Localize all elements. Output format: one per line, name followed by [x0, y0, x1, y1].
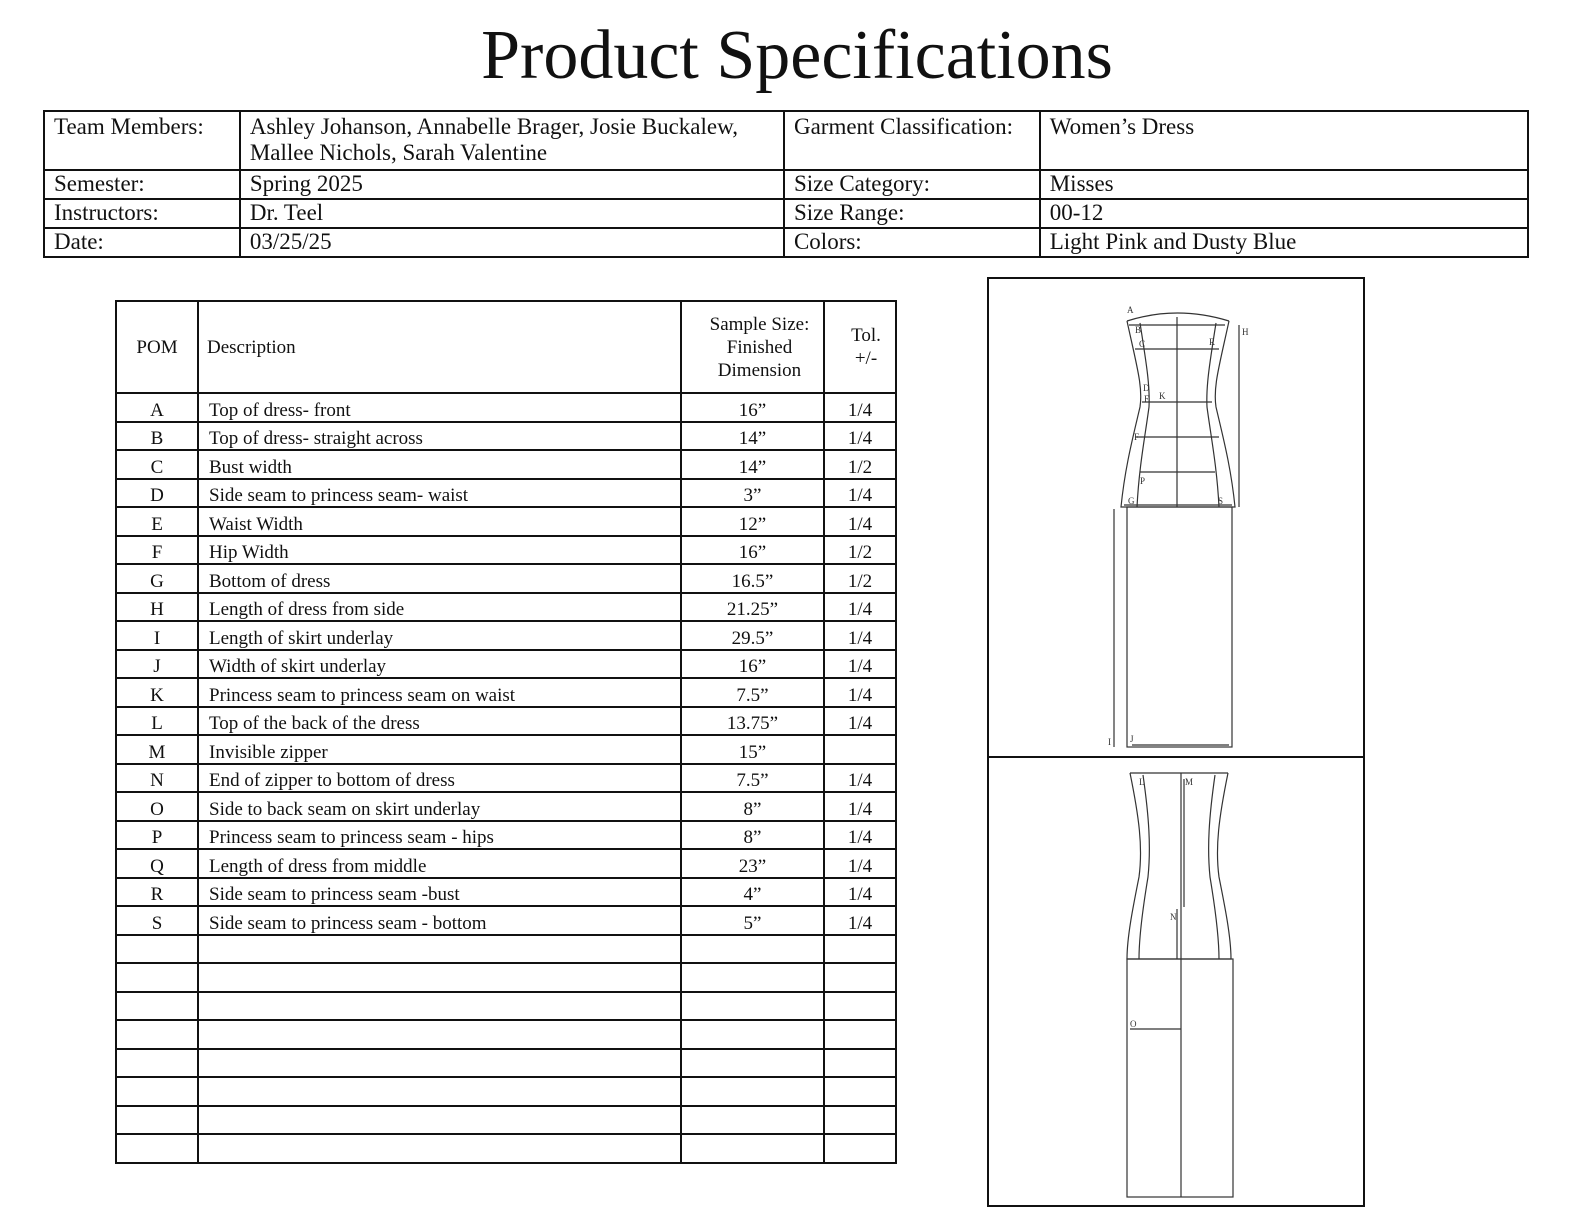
- label-r: R: [1209, 337, 1216, 347]
- pom-cell: L: [116, 707, 198, 736]
- garment-classification-value: Women’s Dress: [1040, 111, 1528, 170]
- empty-sample-size-cell: [681, 1106, 824, 1135]
- colors-value: Light Pink and Dusty Blue: [1040, 228, 1528, 257]
- empty-table-row: [116, 1020, 896, 1049]
- tolerance-cell: 1/4: [824, 393, 896, 422]
- page-title: Product Specifications: [481, 17, 1113, 94]
- tolerance-cell: 1/2: [824, 536, 896, 565]
- empty-pom-cell: [116, 1020, 198, 1049]
- description-cell: Width of skirt underlay: [198, 650, 681, 679]
- sample-size-header-line-1: Sample Size:: [709, 313, 810, 335]
- empty-description-cell: [198, 992, 681, 1021]
- table-row: [116, 707, 896, 736]
- size-category-label: Size Category:: [784, 170, 1040, 199]
- dress-flat-svg: [987, 277, 1365, 1207]
- label-h: H: [1242, 327, 1249, 337]
- table-row: [116, 906, 896, 935]
- label-f: F: [1134, 432, 1140, 442]
- tolerance-cell: [824, 735, 896, 764]
- sample-size-cell: 7.5”: [681, 678, 824, 707]
- description-cell: Length of dress from middle: [198, 849, 681, 878]
- pom-header: POM: [116, 301, 198, 393]
- description-cell: Length of skirt underlay: [198, 621, 681, 650]
- sample-size-cell: 21.25”: [681, 593, 824, 622]
- back-view: [1127, 773, 1233, 1197]
- empty-description-cell: [198, 1106, 681, 1135]
- size-category-value: Misses: [1040, 170, 1528, 199]
- empty-table-row: [116, 1106, 896, 1135]
- empty-table-row: [116, 1077, 896, 1106]
- sample-size-cell: 14”: [681, 450, 824, 479]
- label-g: G: [1128, 496, 1135, 506]
- front-view: [1114, 313, 1239, 747]
- sample-size-cell: 12”: [681, 507, 824, 536]
- empty-tolerance-cell: [824, 1020, 896, 1049]
- table-row: [116, 450, 896, 479]
- sample-size-cell: 3”: [681, 479, 824, 508]
- front-labels: [1108, 305, 1249, 747]
- sample-size-cell: 5”: [681, 906, 824, 935]
- tolerance-cell: 1/2: [824, 450, 896, 479]
- table-row: [116, 593, 896, 622]
- sample-size-cell: 4”: [681, 878, 824, 907]
- pom-header-row: [116, 301, 896, 393]
- table-row: [116, 678, 896, 707]
- tolerance-cell: 1/4: [824, 792, 896, 821]
- description-cell: Bust width: [198, 450, 681, 479]
- sample-size-cell: 16.5”: [681, 564, 824, 593]
- tolerance-cell: 1/4: [824, 707, 896, 736]
- label-e: E: [1144, 394, 1150, 404]
- empty-description-cell: [198, 935, 681, 964]
- description-cell: Hip Width: [198, 536, 681, 565]
- label-n: N: [1170, 912, 1177, 922]
- empty-pom-cell: [116, 963, 198, 992]
- team-members-label: Team Members:: [44, 111, 240, 170]
- empty-pom-cell: [116, 1106, 198, 1135]
- description-cell: Waist Width: [198, 507, 681, 536]
- pom-cell: I: [116, 621, 198, 650]
- empty-table-row: [116, 963, 896, 992]
- empty-sample-size-cell: [681, 935, 824, 964]
- size-range-label: Size Range:: [784, 199, 1040, 228]
- label-o: O: [1130, 1019, 1137, 1029]
- sample-size-cell: 8”: [681, 792, 824, 821]
- sketch-frame: [988, 278, 1364, 1206]
- tolerance-cell: 1/4: [824, 906, 896, 935]
- table-row: [116, 507, 896, 536]
- pom-cell: A: [116, 393, 198, 422]
- tolerance-cell: 1/4: [824, 821, 896, 850]
- sample-size-header: [681, 301, 824, 393]
- front-princess-seam-right: [1207, 323, 1219, 507]
- sample-size-cell: 16”: [681, 650, 824, 679]
- sample-size-cell: 29.5”: [681, 621, 824, 650]
- empty-table-row: [116, 935, 896, 964]
- table-row: [116, 564, 896, 593]
- info-row-instructors: [44, 199, 1528, 228]
- description-cell: Invisible zipper: [198, 735, 681, 764]
- empty-description-cell: [198, 1077, 681, 1106]
- pom-cell: H: [116, 593, 198, 622]
- pom-cell: G: [116, 564, 198, 593]
- empty-pom-cell: [116, 1134, 198, 1163]
- back-skirt-outline: [1127, 959, 1233, 1197]
- label-a: A: [1127, 305, 1134, 315]
- pom-cell: R: [116, 878, 198, 907]
- pom-cell: O: [116, 792, 198, 821]
- front-neckline: [1127, 313, 1229, 321]
- sample-size-header-line-3: Dimension: [717, 359, 802, 381]
- empty-sample-size-cell: [681, 1077, 824, 1106]
- table-row: [116, 821, 896, 850]
- sample-size-cell: 7.5”: [681, 764, 824, 793]
- empty-tolerance-cell: [824, 1134, 896, 1163]
- tolerance-cell: 1/4: [824, 878, 896, 907]
- empty-pom-cell: [116, 992, 198, 1021]
- empty-tolerance-cell: [824, 1077, 896, 1106]
- label-l: L: [1139, 777, 1145, 787]
- label-p: P: [1140, 476, 1146, 486]
- empty-tolerance-cell: [824, 963, 896, 992]
- pom-table: [115, 300, 897, 1164]
- instructors-value: Dr. Teel: [240, 199, 784, 228]
- date-label: Date:: [44, 228, 240, 257]
- table-row: [116, 849, 896, 878]
- empty-tolerance-cell: [824, 1106, 896, 1135]
- label-b: B: [1135, 325, 1142, 335]
- empty-pom-cell: [116, 935, 198, 964]
- description-header: Description: [198, 301, 681, 393]
- tolerance-cell: 1/4: [824, 621, 896, 650]
- table-row: [116, 422, 896, 451]
- tolerance-cell: 1/4: [824, 849, 896, 878]
- tolerance-cell: 1/4: [824, 479, 896, 508]
- pom-cell: M: [116, 735, 198, 764]
- table-row: [116, 735, 896, 764]
- description-cell: Princess seam to princess seam - hips: [198, 821, 681, 850]
- label-k: K: [1159, 391, 1166, 401]
- table-row: [116, 650, 896, 679]
- empty-description-cell: [198, 1049, 681, 1078]
- empty-description-cell: [198, 963, 681, 992]
- garment-classification-label: Garment Classification:: [784, 111, 1040, 170]
- sample-size-cell: 13.75”: [681, 707, 824, 736]
- sample-size-cell: 15”: [681, 735, 824, 764]
- description-cell: Princess seam to princess seam on waist: [198, 678, 681, 707]
- empty-table-row: [116, 1134, 896, 1163]
- sample-size-cell: 23”: [681, 849, 824, 878]
- info-row-team: [44, 111, 1528, 170]
- sample-size-cell: 8”: [681, 821, 824, 850]
- sample-size-cell: 16”: [681, 393, 824, 422]
- table-row: [116, 536, 896, 565]
- garment-info-table: [43, 110, 1529, 258]
- tolerance-header-line-2: +/-: [854, 348, 878, 369]
- label-m: M: [1185, 777, 1194, 787]
- tolerance-header-line-1: Tol.: [851, 325, 881, 346]
- table-row: [116, 878, 896, 907]
- description-cell: Length of dress from side: [198, 593, 681, 622]
- colors-label: Colors:: [784, 228, 1040, 257]
- empty-sample-size-cell: [681, 1134, 824, 1163]
- description-cell: Side seam to princess seam - bottom: [198, 906, 681, 935]
- pom-table-body: [116, 393, 896, 1163]
- semester-label: Semester:: [44, 170, 240, 199]
- pom-cell: S: [116, 906, 198, 935]
- description-cell: Top of dress- front: [198, 393, 681, 422]
- description-cell: Bottom of dress: [198, 564, 681, 593]
- description-cell: Side to back seam on skirt underlay: [198, 792, 681, 821]
- empty-description-cell: [198, 1020, 681, 1049]
- description-cell: Top of the back of the dress: [198, 707, 681, 736]
- table-row: [116, 792, 896, 821]
- description-cell: Side seam to princess seam- waist: [198, 479, 681, 508]
- tolerance-cell: 1/2: [824, 564, 896, 593]
- team-members-value: Ashley Johanson, Annabelle Brager, Josie Buckalew, Mallee Nichols, Sarah Valentine: [240, 111, 784, 170]
- table-row: [116, 479, 896, 508]
- pom-cell: C: [116, 450, 198, 479]
- table-row: [116, 764, 896, 793]
- tolerance-cell: 1/4: [824, 507, 896, 536]
- label-c: C: [1139, 339, 1146, 349]
- empty-sample-size-cell: [681, 992, 824, 1021]
- empty-tolerance-cell: [824, 935, 896, 964]
- empty-pom-cell: [116, 1049, 198, 1078]
- label-s: S: [1218, 496, 1224, 506]
- instructors-label: Instructors:: [44, 199, 240, 228]
- tolerance-header: [824, 301, 896, 393]
- skirt-underlay-outline: [1127, 507, 1232, 747]
- back-bodice-outline: [1127, 773, 1231, 959]
- pom-cell: B: [116, 422, 198, 451]
- empty-sample-size-cell: [681, 963, 824, 992]
- description-cell: Top of dress- straight across: [198, 422, 681, 451]
- info-row-date: [44, 228, 1528, 257]
- empty-table-row: [116, 1049, 896, 1078]
- technical-flat-sketch: [987, 277, 1365, 1207]
- sample-size-cell: 16”: [681, 536, 824, 565]
- pom-cell: P: [116, 821, 198, 850]
- date-value: 03/25/25: [240, 228, 784, 257]
- pom-cell: F: [116, 536, 198, 565]
- sample-size-header-line-2: Finished: [726, 336, 793, 358]
- pom-cell: N: [116, 764, 198, 793]
- size-range-value: 00-12: [1040, 199, 1528, 228]
- pom-cell: E: [116, 507, 198, 536]
- tolerance-cell: 1/4: [824, 678, 896, 707]
- label-j: J: [1130, 734, 1134, 744]
- label-i: I: [1108, 737, 1111, 747]
- empty-description-cell: [198, 1134, 681, 1163]
- pom-cell: K: [116, 678, 198, 707]
- empty-sample-size-cell: [681, 1020, 824, 1049]
- description-cell: Side seam to princess seam -bust: [198, 878, 681, 907]
- semester-value: Spring 2025: [240, 170, 784, 199]
- tolerance-cell: 1/4: [824, 422, 896, 451]
- description-cell: End of zipper to bottom of dress: [198, 764, 681, 793]
- label-d: D: [1143, 383, 1150, 393]
- tolerance-cell: 1/4: [824, 593, 896, 622]
- tolerance-cell: 1/4: [824, 764, 896, 793]
- pom-cell: Q: [116, 849, 198, 878]
- empty-pom-cell: [116, 1077, 198, 1106]
- sample-size-cell: 14”: [681, 422, 824, 451]
- tolerance-cell: 1/4: [824, 650, 896, 679]
- table-row: [116, 621, 896, 650]
- empty-table-row: [116, 992, 896, 1021]
- pom-cell: J: [116, 650, 198, 679]
- table-row: [116, 393, 896, 422]
- empty-tolerance-cell: [824, 1049, 896, 1078]
- empty-tolerance-cell: [824, 992, 896, 1021]
- pom-cell: D: [116, 479, 198, 508]
- empty-sample-size-cell: [681, 1049, 824, 1078]
- info-row-semester: [44, 170, 1528, 199]
